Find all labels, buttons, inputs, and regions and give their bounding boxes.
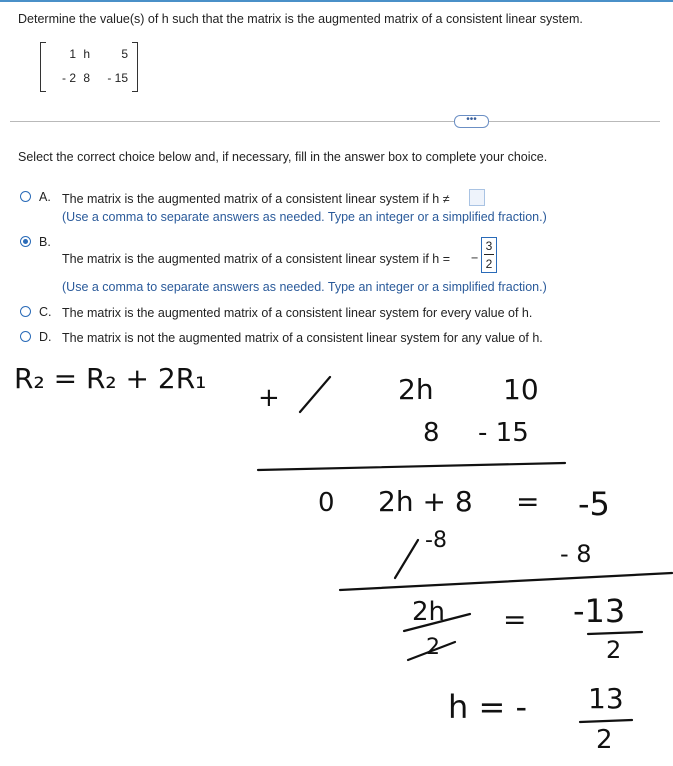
instruction-text: Select the correct choice below and, if necessary, fill in the answer box to complete your choice. (18, 150, 548, 164)
hand-final-13: 13 (588, 682, 624, 715)
option-b-hint: (Use a comma to separate answers as needed. Type an integer or a simplified fraction.) (62, 280, 547, 294)
hand-step-den: 2 (426, 635, 440, 660)
hand-2h-plus-8: 2h + 8 (378, 485, 473, 518)
hand-equals-1: = (516, 485, 540, 518)
matrix-cell: 5 (121, 47, 128, 61)
option-d-text: The matrix is not the augmented matrix of a consistent linear system for any value of h. (62, 331, 543, 345)
option-a-hint: (Use a comma to separate answers as needed. Type an integer or a simplified fraction.) (62, 210, 547, 224)
option-a-letter: A. (39, 190, 51, 204)
hand-neg-13: -13 (573, 592, 626, 630)
hand-fraction-bar-1 (588, 632, 642, 634)
fraction-denominator: 2 (485, 257, 493, 271)
hand-final-2: 2 (596, 725, 613, 755)
hand-den-2: 2 (606, 636, 622, 664)
hand-sub-right: - 8 (560, 540, 592, 568)
option-b-letter: B. (39, 235, 51, 249)
option-a-text: The matrix is the augmented matrix of a consistent linear system if h ≠ (62, 192, 450, 206)
hand-8: 8 (423, 418, 440, 448)
hand-strike-2 (300, 377, 330, 412)
matrix-cell: 8 (83, 71, 90, 85)
option-d-letter: D. (39, 330, 52, 344)
hand-neg-5: -5 (578, 485, 610, 523)
hand-underline-2 (340, 573, 672, 590)
hand-fraction-bar-2 (580, 720, 632, 722)
matrix-cell: h (83, 47, 90, 61)
hand-final-h: h = - (448, 688, 527, 726)
question-text: Determine the value(s) of h such that the matrix is the augmented matrix of a consistent linear system. (18, 12, 583, 26)
hand-step-2h: 2h (412, 597, 446, 627)
matrix-cell: - 15 (107, 71, 128, 85)
option-c-letter: C. (39, 305, 52, 319)
hand-plus-sign: + (258, 383, 280, 413)
hand-row-operation: R₂ = R₂ + 2R₁ (14, 362, 207, 395)
option-b-minus-sign: − (471, 251, 479, 265)
more-options-button[interactable]: ••• (454, 115, 489, 128)
hand-zero: 0 (318, 488, 335, 518)
hand-10: 10 (503, 373, 539, 406)
fraction-numerator: 3 (485, 239, 493, 253)
option-b-text: The matrix is the augmented matrix of a consistent linear system if h = (62, 252, 451, 266)
hand-strike-8 (395, 540, 418, 578)
hand-equals-2: = (503, 603, 527, 636)
hand-2h: 2h (398, 373, 434, 406)
hand-sub-left: -8 (425, 528, 447, 553)
hand-neg-15: - 15 (478, 418, 529, 448)
matrix-cell: 1 (69, 47, 76, 61)
hand-underline-1 (258, 463, 565, 470)
matrix-cell: - 2 (61, 71, 76, 85)
option-c-text: The matrix is the augmented matrix of a consistent linear system for every value of h. (62, 306, 533, 320)
